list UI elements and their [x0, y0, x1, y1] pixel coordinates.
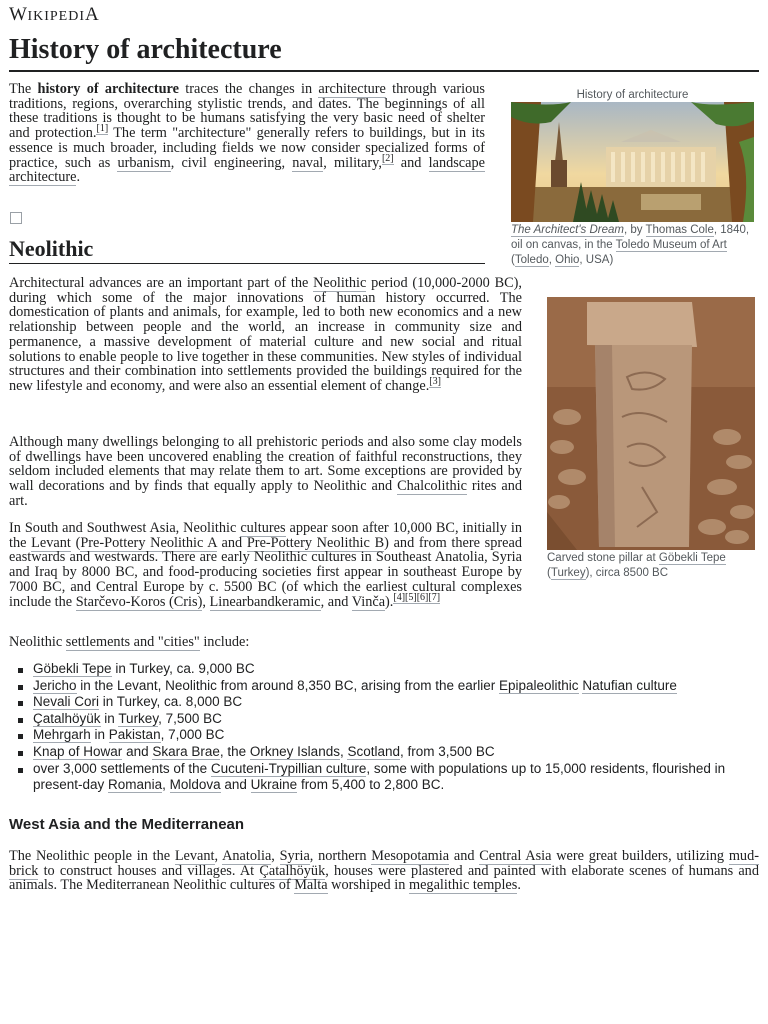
link-malta[interactable]: Malta [294, 877, 328, 894]
link-thomas-cole[interactable]: Thomas Cole [645, 224, 714, 236]
wikipedia-logo[interactable] [9, 4, 99, 26]
link-anatolia[interactable]: Anatolia [222, 848, 272, 864]
link-ukraine[interactable]: Ukraine [250, 777, 298, 793]
logo-letters: IKIPEDI [27, 9, 85, 24]
link-gobekli-tepe[interactable]: Göbekli Tepe [658, 552, 726, 564]
list-item: Çatalhöyük in Turkey, 7,500 BC [9, 711, 759, 728]
link-romania[interactable]: Romania [108, 777, 163, 793]
figure-caption: Carved stone pillar at Göbekli Tepe (Turkey), circa 8500 BC [547, 552, 726, 579]
link-ohio[interactable]: Ohio [555, 254, 580, 266]
link-the-architects-dream[interactable]: The Architect's Dream [511, 224, 624, 236]
link-natufian-culture[interactable]: Natufian culture [582, 677, 677, 693]
link-moldova[interactable]: Moldova [169, 777, 221, 793]
link-pakistan[interactable]: Pakistan [108, 727, 161, 743]
gobekli-tepe-pillar-photo[interactable] [547, 297, 755, 550]
thumbnail-figure [547, 297, 755, 581]
link-toledo[interactable]: Toledo [514, 254, 549, 266]
toc-toggle-checkbox[interactable] [10, 212, 22, 224]
infobox-figure [511, 88, 754, 268]
link-gobekli-tepe[interactable]: Göbekli Tepe [33, 661, 112, 676]
link-nevali-cori[interactable]: Nevali Cori [33, 694, 100, 710]
link-naval[interactable]: naval [292, 154, 324, 171]
infobox-title: History of architecture [576, 89, 689, 101]
reference-3[interactable]: [3] [429, 376, 441, 388]
link-starcevo-koros[interactable]: Starčevo-Koros (Cris) [75, 593, 203, 610]
link-urbanism[interactable]: urbanism [117, 154, 171, 171]
section-heading-neolithic: Neolithic [9, 236, 485, 264]
link-epipaleolithic[interactable]: Epipaleolithic [499, 677, 579, 693]
paragraph-architectural-advances: Architectural advances are an important part of the Neolithic period (10,000-2000 BC), during which some of the major innovations of human history occurred. The domestication of plants and animals, for example, led to both new economics and a new relationship between people and the world, an increase in community size and permanence, a massive development of material culture and new social and ritual solutions to enable people to live together in these communities. New styles of individual structures and their combination into settlements provided the buildings required for the new lifestyle and economy, and were also an essential element of change.[3] [9, 275, 522, 394]
link-central-asia[interactable]: Central Asia [479, 848, 552, 864]
list-item: Nevali Cori in Turkey, ca. 8,000 BC [9, 694, 759, 711]
link-syria[interactable]: Syria [279, 848, 310, 864]
paragraph-west-asia: The Neolithic people in the Levant, Anatolia, Syria, northern Mesopotamia and Central Asia were great builders, utilizing mud-brick to construct houses and villages. At Çatalhöyük, houses were plastered and painted with elaborate scenes of humans and animals. The Mediterranean Neolithic cultures of Malta worshiped in megalithic temples. [9, 848, 759, 894]
list-item: Knap of Howar and Skara Brae, the Orkney Islands, Scotland, from 3,500 BC [9, 744, 759, 761]
architects-dream-painting[interactable] [511, 102, 754, 222]
figure-caption: The Architect's Dream, by Thomas Cole, 1840, oil on canvas, in the Toledo Museum of Art (Toledo, Ohio, USA) [511, 224, 750, 266]
link-landscape-architecture[interactable]: landscape architecture [9, 154, 485, 186]
link-catalhoyuk[interactable]: Çatalhöyük [33, 710, 101, 726]
link-mehrgarh[interactable]: Mehrgarh [33, 727, 91, 743]
link-cucuteni-trypillian-culture[interactable]: Cucuteni-Trypillian culture [210, 760, 367, 776]
paragraph-southwest-asia: In South and Southwest Asia, Neolithic cultures appear soon after 10,000 BC, initially in the Levant (Pre-Pottery Neolithic A and Pre-Pottery Neolithic B) and from there spread eastwards and westwards. There are early Neolithic cultures in Southeast Anatolia, Syria and Iraq by 8000 BC, and food-producing societies first appear in southeast Europe by 7000 BC, and Central Europe by c. 5500 BC (of which the earliest cultural complexes include the Starčevo-Koros (Cris), Linearbandkeramic, and Vinča).[4][5][6][7] [9, 520, 522, 610]
link-levant[interactable]: Levant [31, 534, 71, 551]
reference-1[interactable]: [1] [96, 123, 109, 135]
link-levant[interactable]: Levant [174, 848, 215, 864]
link-megalithic-temples[interactable]: megalithic temples [408, 877, 518, 894]
link-mud-brick[interactable]: mud-brick [9, 848, 759, 879]
link-catalhoyuk[interactable]: Çatalhöyük [259, 862, 326, 879]
logo-letter: A [84, 4, 100, 25]
link-turkey[interactable]: Turkey [550, 567, 586, 579]
intro-paragraph: The history of architecture traces the changes in architecture through various traditions, regions, overarching stylistic trends, and dates. The beginnings of all these traditions is thought to be humans satisfying the very basic need of shelter and protection.[1] The term "architecture" generally refers to buildings, but in its essence is much broader, including fields we now consider specialized forms of practice, such as urbanism, civil engineering, naval, military,[2] and landscape architecture. [9, 81, 485, 186]
link-toledo-museum-of-art[interactable]: Toledo Museum of Art [615, 239, 727, 251]
paragraph-settlements-intro: Neolithic settlements and "cities" include: [9, 634, 250, 650]
list-item: Göbekli Tepe in Turkey, ca. 9,000 BC [9, 661, 759, 678]
paragraph-dwellings: Although many dwellings belonging to all prehistoric periods and also some clay models of dwellings have been uncovered enabling the creation of faithful reconstructions, they seldom included elements that may relate them to art. Some exceptions are provided by wall decorations and by finds that equally apply to Neolithic and Chalcolithic rites and art. [9, 434, 522, 509]
link-scotland[interactable]: Scotland [347, 743, 401, 759]
link-linearbandkeramic[interactable]: Linearbandkeramic [209, 593, 321, 610]
page-title: History of architecture [9, 30, 759, 72]
section-heading-west-asia: West Asia and the Mediterranean [9, 816, 245, 833]
bold-term: history of architecture [37, 81, 179, 97]
references-4-7[interactable]: [4][5][6][7] [393, 591, 441, 603]
link-cultures[interactable]: cultures [240, 520, 286, 536]
link-pre-pottery-neolithic-b[interactable]: Pre-Pottery Neolithic B [246, 534, 385, 551]
list-item: Jericho in the Levant, Neolithic from around 8,350 BC, arising from the earlier Epipaleolithic Natufian culture [9, 678, 759, 695]
logo-letter: W [9, 4, 28, 25]
link-vinca[interactable]: Vinča [351, 593, 386, 610]
link-turkey[interactable]: Turkey [118, 710, 159, 726]
link-architecture[interactable]: architecture [318, 81, 386, 97]
link-settlements-and-cities[interactable]: settlements and "cities" [65, 634, 200, 650]
link-pre-pottery-neolithic-a[interactable]: Pre-Pottery Neolithic A [80, 534, 217, 551]
link-skara-brae[interactable]: Skara Brae [152, 743, 220, 759]
link-knap-of-howar[interactable]: Knap of Howar [33, 743, 123, 759]
list-item: over 3,000 settlements of the Cucuteni-Trypillian culture, some with populations up to 15,000 residents, flourished in present-day Romania, Moldova and Ukraine from 5,400 to 2,800 BC. [9, 761, 759, 794]
link-orkney-islands[interactable]: Orkney Islands [249, 743, 340, 759]
link-mesopotamia[interactable]: Mesopotamia [371, 848, 450, 864]
link-neolithic[interactable]: Neolithic [313, 275, 367, 291]
link-jericho[interactable]: Jericho [33, 677, 77, 693]
list-item: Mehrgarh in Pakistan, 7,000 BC [9, 727, 759, 744]
reference-2[interactable]: [2] [381, 152, 394, 164]
settlement-list [9, 661, 759, 794]
link-chalcolithic[interactable]: Chalcolithic [397, 478, 467, 495]
